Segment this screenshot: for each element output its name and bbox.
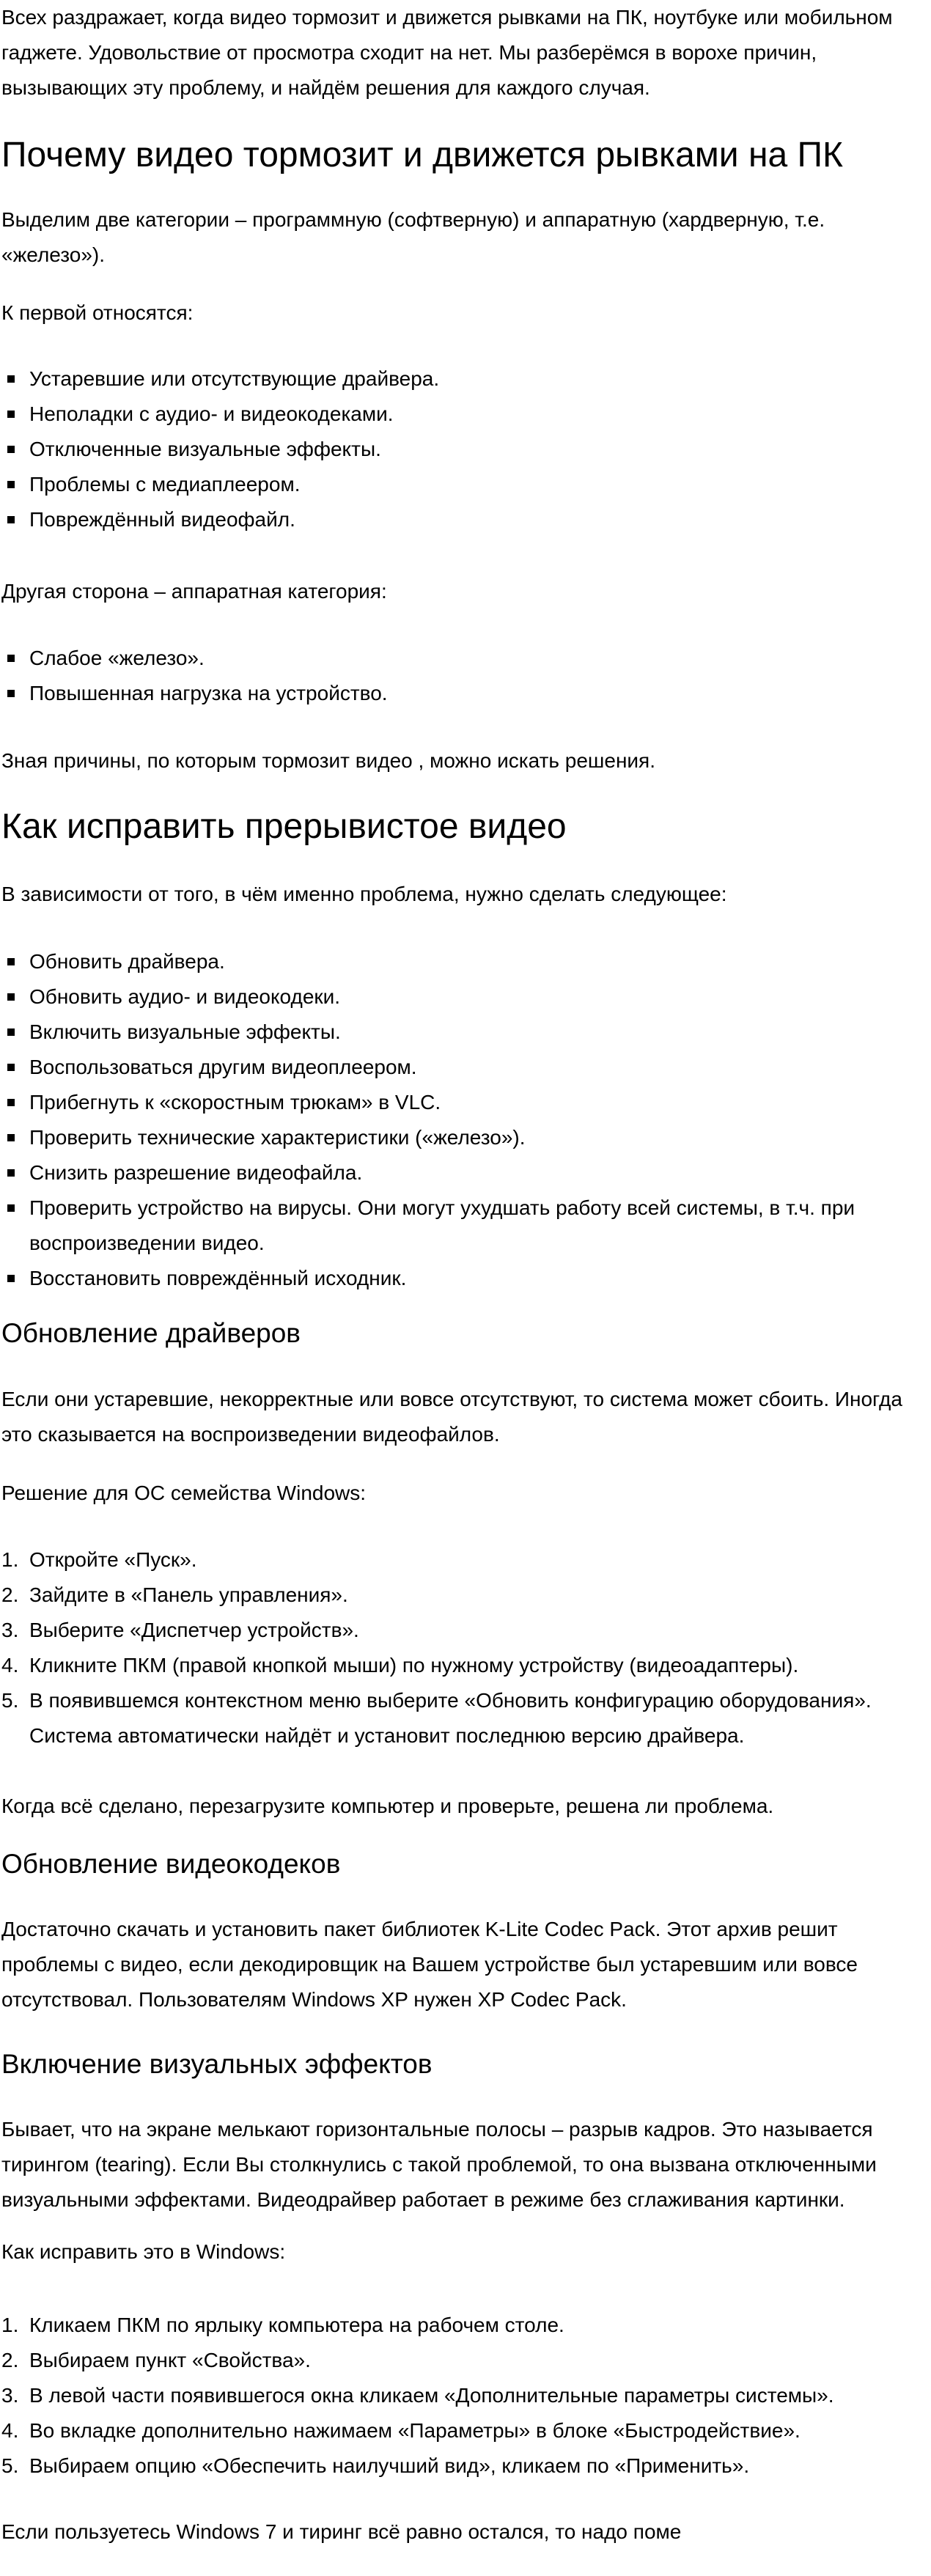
list-item: Прибегнуть к «скоростным трюкам» в VLC. (1, 1085, 927, 1120)
list-item: Зайдите в «Панель управления». (29, 1583, 348, 1606)
effects-paragraph: Бывает, что на экране мелькают горизонтальные полосы – разрыв кадров. Это называется тирингом (tearing). Если Вы столкнулись с такой проблемой, то она вызвана отключенными визуальными эффектами. Видеодрайвер работает в режиме без сглаживания картинки. (1, 2118, 877, 2211)
drivers-outro-paragraph: Когда всё сделано, перезагрузите компьютер и проверьте, решена ли проблема. (1, 1795, 774, 1817)
list-item: Выберите «Диспетчер устройств». (29, 1619, 359, 1641)
categories-paragraph: Выделим две категории – программную (софтверную) и аппаратную (хардверную, т.е. «железо»). (1, 208, 825, 266)
windows-solution-intro: Решение для ОС семейства Windows: (1, 1482, 367, 1504)
effects-howto-intro: Как исправить это в Windows: (1, 2240, 286, 2263)
list-item: Восстановить повреждённый исходник. (1, 1261, 927, 1296)
list-item: Слабое «железо». (1, 641, 927, 676)
list-item: Снизить разрешение видеофайла. (1, 1155, 927, 1191)
codecs-subsection-title: Обновление видеокодеков (1, 1849, 341, 1879)
list-item: Проблемы с медиаплеером. (1, 467, 927, 502)
list-item: Во вкладке дополнительно нажимаем «Параметры» в блоке «Быстродействие». (29, 2419, 801, 2442)
list-item: Кликаем ПКМ по ярлыку компьютера на рабочем столе. (29, 2314, 564, 2336)
list-item: Повышенная нагрузка на устройство. (1, 676, 927, 711)
list-item: Проверить технические характеристики («железо»). (1, 1120, 927, 1155)
software-causes-intro: К первой относятся: (1, 301, 194, 324)
fix-section-title: Как исправить прерывистое видео (1, 807, 567, 846)
fix-intro-paragraph: В зависимости от того, в чём именно проблема, нужно сделать следующее: (1, 883, 727, 905)
list-item: В левой части появившегося окна кликаем «Дополнительные параметры системы». (29, 2384, 834, 2407)
effects-steps-list (1, 2308, 927, 2484)
drivers-subsection-title: Обновление драйверов (1, 1318, 301, 1348)
hardware-causes-list (1, 641, 927, 711)
list-item: Устаревшие или отсутствующие драйвера. (1, 361, 927, 397)
list-item: Выбираем опцию «Обеспечить наилучший вид», кликаем по «Применить». (29, 2454, 750, 2477)
list-item: Обновить драйвера. (1, 944, 927, 979)
drivers-steps-list (1, 1542, 927, 1753)
list-item: Повреждённый видеофайл. (1, 502, 927, 537)
hardware-causes-intro: Другая сторона – аппаратная категория: (1, 580, 387, 603)
drivers-paragraph: Если они устаревшие, некорректные или вовсе отсутствуют, то система может сбоить. Иногда это сказывается на воспроизведении видеофайлов. (1, 1388, 902, 1446)
list-item: Проверить устройство на вирусы. Они могут ухудшать работу всей системы, в т.ч. при воспроизведении видео. (1, 1191, 927, 1261)
causes-outro-paragraph: Зная причины, по которым тормозит видео , можно искать решения. (1, 749, 655, 772)
why-section-title: Почему видео тормозит и движется рывками на ПК (1, 136, 843, 174)
list-item: Откройте «Пуск». (29, 1548, 197, 1571)
list-item: Кликните ПКМ (правой кнопкой мыши) по нужному устройству (видеоадаптеры). (29, 1654, 799, 1677)
effects-outro-paragraph: Если пользуетесь Windows 7 и тиринг всё равно остался, то надо поме (1, 2520, 682, 2543)
fix-actions-list (1, 944, 927, 1296)
list-item: Отключенные визуальные эффекты. (1, 432, 927, 467)
list-item: Включить визуальные эффекты. (1, 1015, 927, 1050)
intro-paragraph: Всех раздражает, когда видео тормозит и движется рывками на ПК, ноутбуке или мобильном гаджете. Удовольствие от просмотра сходит на нет. Мы разберёмся в ворохе причин, вызывающих эту проблему, и найдём решения для каждого случая. (1, 6, 893, 99)
software-causes-list (1, 361, 927, 537)
effects-subsection-title: Включение визуальных эффектов (1, 2049, 433, 2079)
codecs-paragraph: Достаточно скачать и установить пакет библиотек K-Lite Codec Pack. Этот архив решит проблемы с видео, если декодировщик на Вашем устройстве был устаревшим или вовсе отсутствовал. Пользователям Windows XP нужен XP Codec Pack. (1, 1918, 858, 2011)
list-item: Выбираем пункт «Свойства». (29, 2349, 311, 2371)
list-item: Обновить аудио- и видеокодеки. (1, 979, 927, 1015)
list-item: В появившемся контекстном меню выберите «Обновить конфигурацию оборудования». Система автоматически найдёт и установит последнюю версию драйвера. (29, 1689, 872, 1747)
list-item: Неполадки с аудио- и видеокодеками. (1, 397, 927, 432)
list-item: Воспользоваться другим видеоплеером. (1, 1050, 927, 1085)
